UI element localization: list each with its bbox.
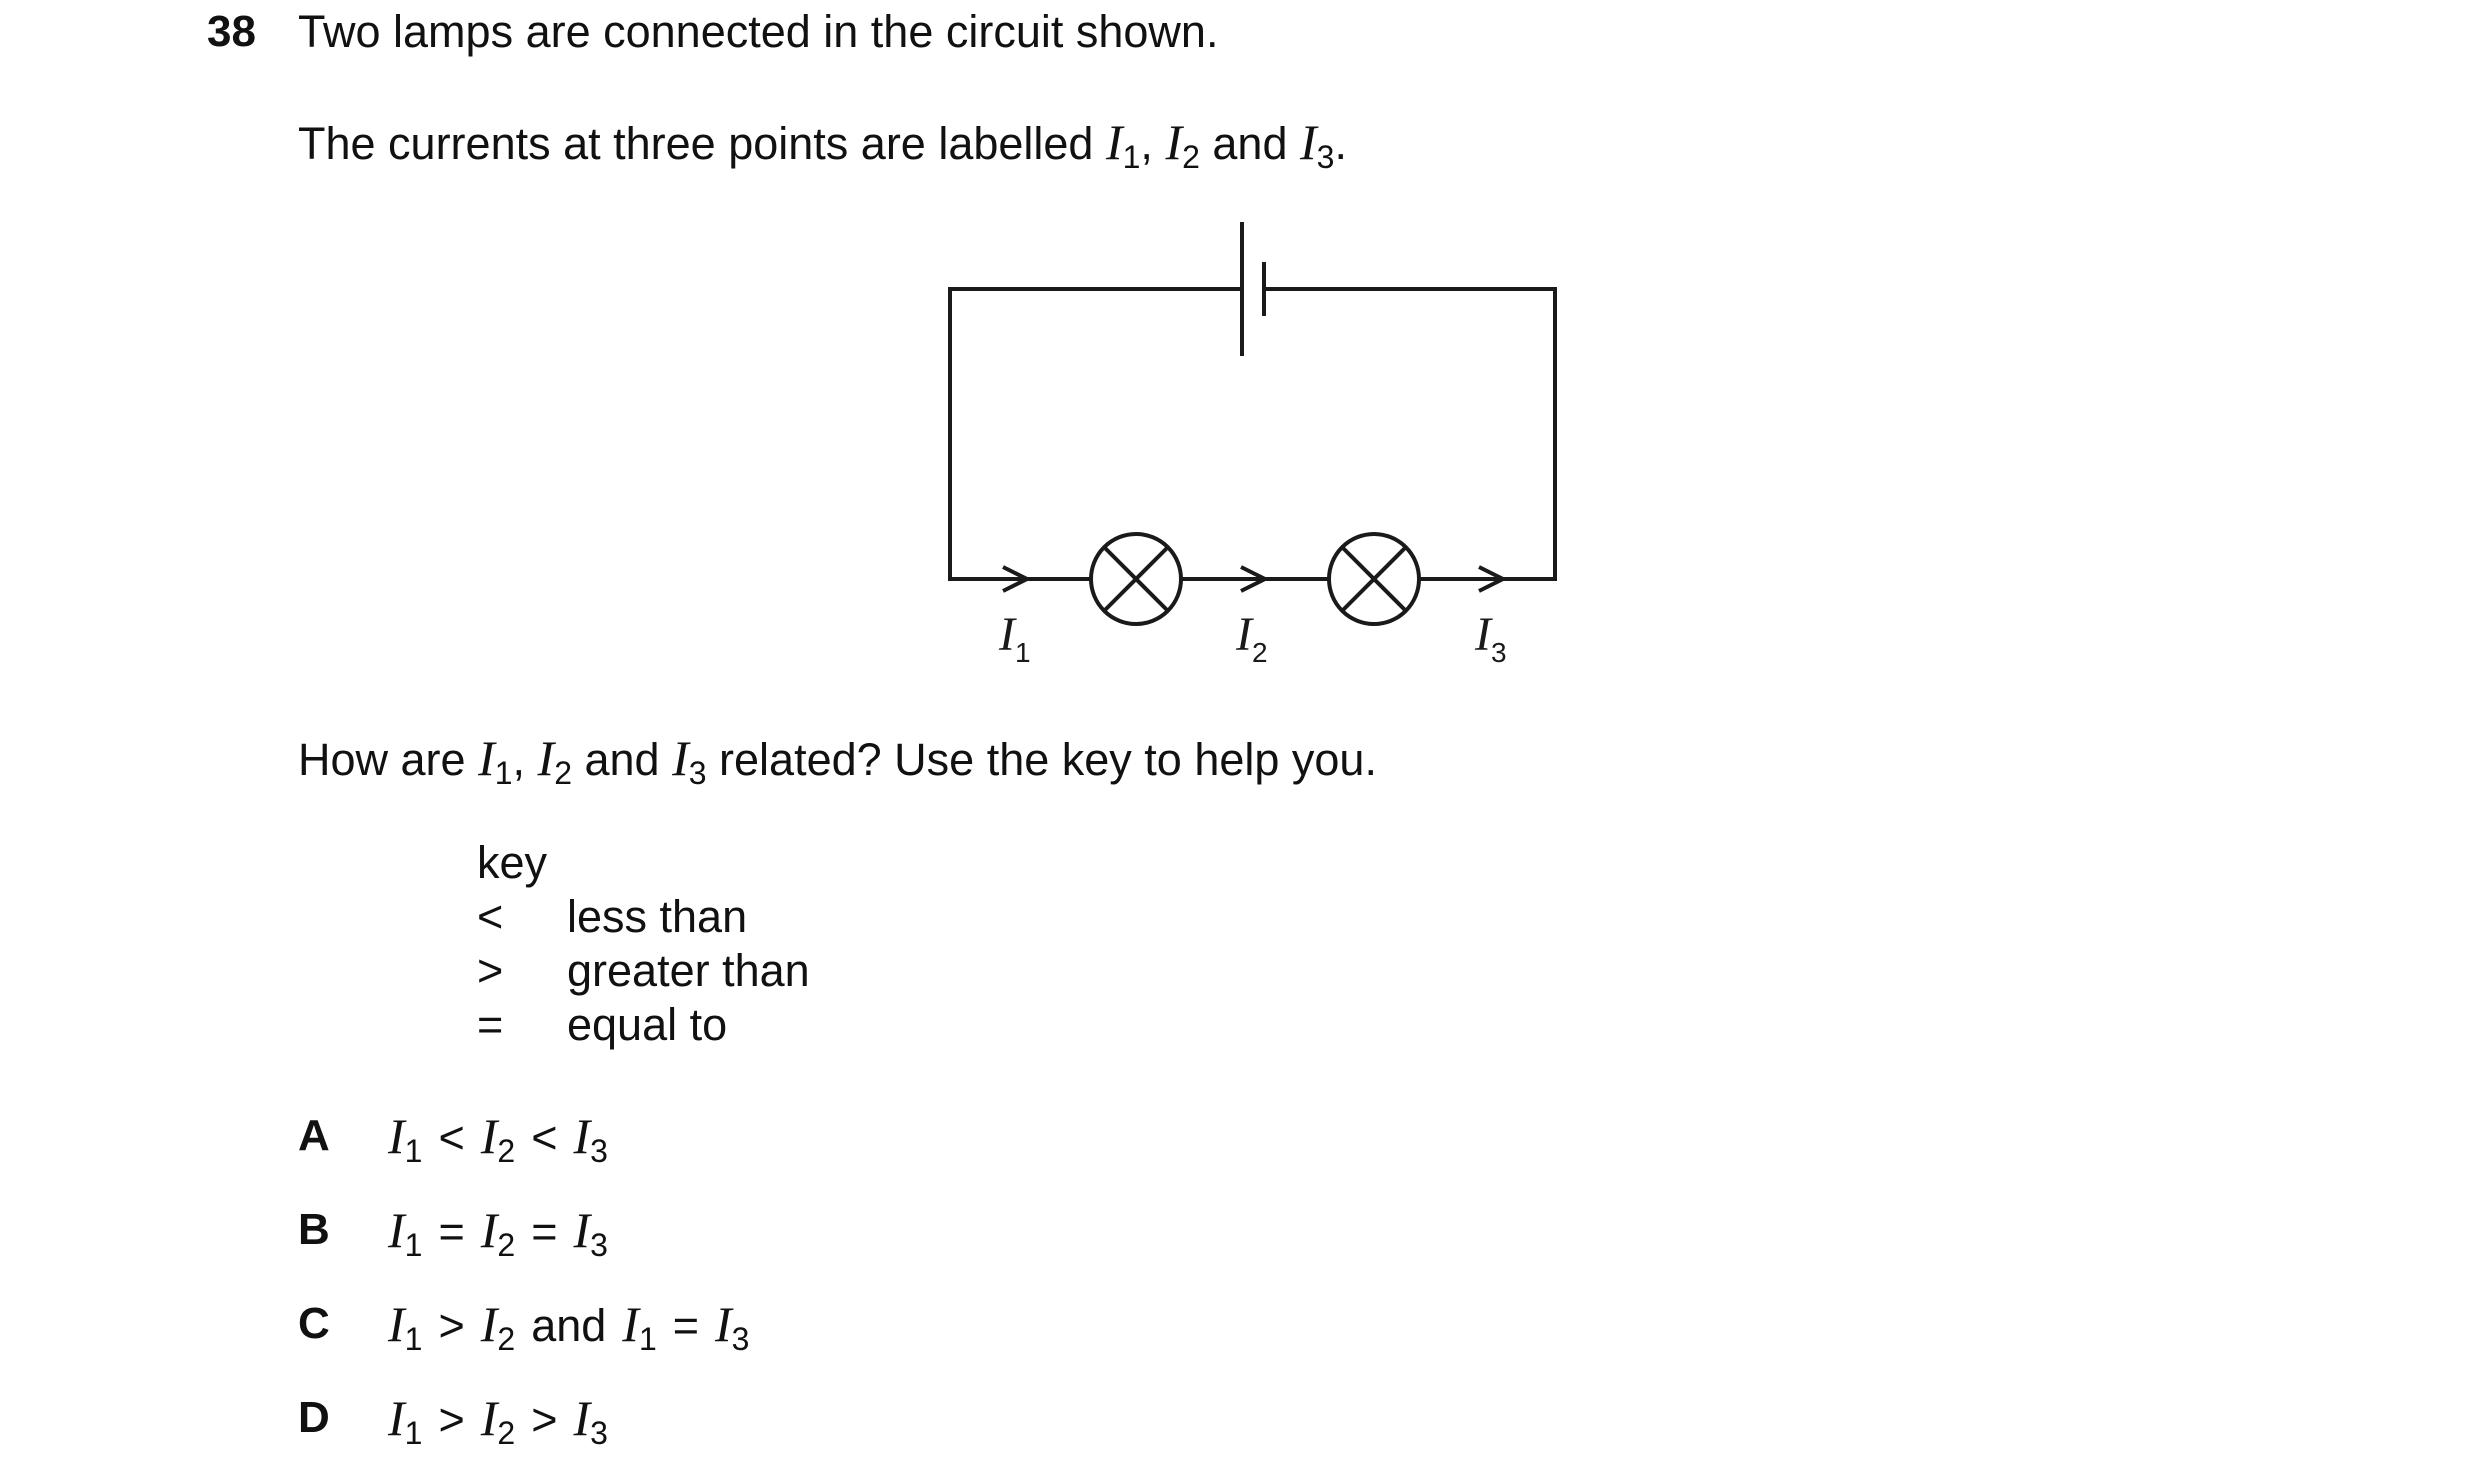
current-i2-symbol: $I_2$	[1165, 114, 1200, 175]
question-statement: Two lamps are connected in the circuit shown.	[298, 6, 1219, 57]
diagram-label-i2: $I_2$	[1236, 608, 1268, 668]
option-b[interactable]	[298, 1200, 608, 1263]
wire-top-left	[950, 289, 1242, 579]
option-expression: $I_1 = I_2 = I_3$	[388, 1202, 608, 1263]
option-letter: D	[298, 1393, 330, 1442]
circuit-diagram	[900, 200, 1620, 680]
option-expression: $I_1 > I_2$ and $I_1 = I_3$	[388, 1296, 750, 1357]
currents-statement: The currents at three points are labelled $I_1$, $I_2$ and $I_3$.	[298, 114, 1347, 175]
option-letter: C	[298, 1299, 330, 1348]
option-c[interactable]	[298, 1294, 750, 1357]
option-expression: $I_1 < I_2 < I_3$	[388, 1108, 608, 1169]
option-a[interactable]	[298, 1106, 608, 1169]
option-letter: B	[298, 1205, 330, 1254]
option-expression: $I_1 > I_2 > I_3$	[388, 1390, 608, 1451]
key-row: = equal to	[477, 999, 728, 1050]
current-i1-symbol: $I_1$	[1105, 114, 1141, 175]
option-letter: A	[298, 1111, 330, 1160]
wire-top-right	[1264, 289, 1555, 579]
key-row: < less than	[477, 891, 748, 942]
currents-statement-prefix: The currents at three points are labelled	[298, 118, 1106, 169]
key-table	[477, 890, 877, 1060]
diagram-label-i1: $I_1$	[999, 608, 1031, 668]
key-title: key	[477, 837, 548, 888]
diagram-label-i3: $I_3$	[1475, 608, 1507, 668]
option-d[interactable]	[298, 1388, 608, 1451]
question-prompt: How are $I_1$, $I_2$ and $I_3$ related? Use the key to help you.	[298, 730, 1377, 791]
current-i3-symbol: $I_3$	[1299, 114, 1335, 175]
question-number: 38	[207, 7, 256, 56]
key-row: > greater than	[477, 945, 810, 996]
